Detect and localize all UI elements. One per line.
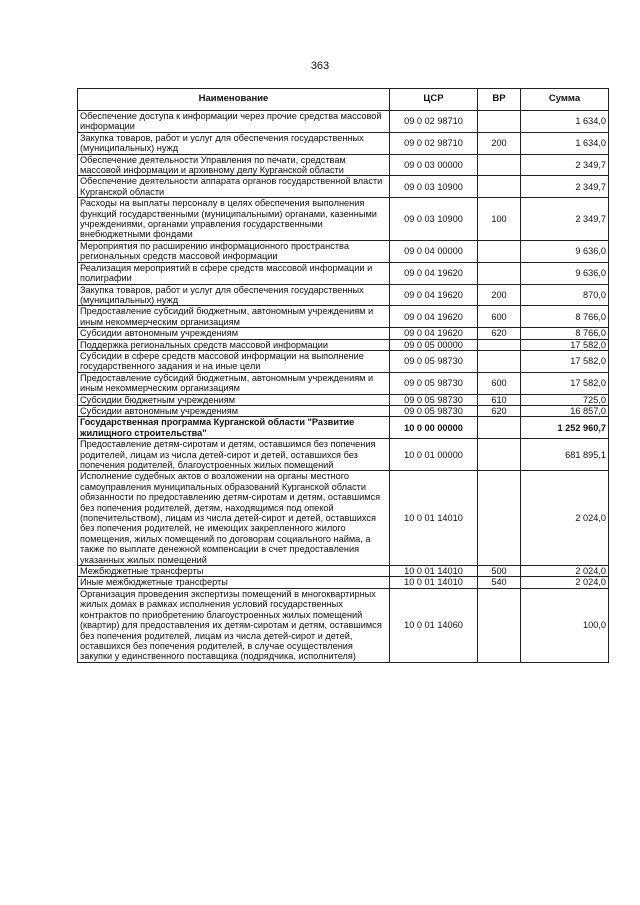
table-row: [78, 132, 609, 154]
table-row: [78, 588, 609, 662]
cell-csr: 09 0 02 98710: [390, 111, 478, 133]
cell-name: Предоставление детям-сиротам и детям, оставшимся без попечения родителей, лицам из числа детей-сирот и детей, оставшихся без попечения родителей, благоустроенных жилых помещений: [78, 439, 390, 471]
cell-name: Исполнение судебных актов о возложении на органы местного самоуправления муниципальных образований Курганской области обязанности по предоставлению детям-сиротам и детям, оставшимся без попечения родителей, детям, находящимся под опекой (попечительством), лицам из числа детей-сирот и детей, оставшихся без попечения родителей, не имеющих закрепленного жилого помещения, жилых помещений по договорам социального найма, а также по выплате денежной компенсации в счет предоставления указанных жилых помещений: [78, 471, 390, 566]
cell-csr: 10 0 01 14010: [390, 566, 478, 577]
cell-name: Обеспечение доступа к информации через прочие средства массовой информации: [78, 111, 390, 133]
cell-vr: 540: [478, 577, 521, 588]
cell-sum: 1 634,0: [521, 132, 609, 154]
cell-csr: 09 0 03 00000: [390, 154, 478, 176]
cell-csr: 09 0 03 10900: [390, 176, 478, 198]
cell-name: Субсидии автономным учреждениям: [78, 328, 390, 339]
cell-sum: 8 766,0: [521, 306, 609, 328]
cell-csr: 09 0 04 19620: [390, 284, 478, 306]
cell-sum: 2 024,0: [521, 566, 609, 577]
cell-vr: [478, 471, 521, 566]
cell-name: Обеспечение деятельности аппарата органов государственной власти Курганской области: [78, 176, 390, 198]
cell-vr: [478, 439, 521, 471]
cell-name: Поддержка региональных средств массовой информации: [78, 339, 390, 350]
table-row: [78, 176, 609, 198]
cell-vr: [478, 240, 521, 262]
cell-sum: 2 024,0: [521, 471, 609, 566]
cell-name: Предоставление субсидий бюджетным, автономным учреждениям и иным некоммерческим организациям: [78, 306, 390, 328]
header-sum: Сумма: [521, 89, 609, 111]
cell-vr: 100: [478, 198, 521, 241]
cell-vr: 600: [478, 306, 521, 328]
cell-sum: 17 582,0: [521, 339, 609, 350]
cell-vr: [478, 111, 521, 133]
cell-csr: 09 0 05 98730: [390, 394, 478, 405]
table-row: [78, 154, 609, 176]
table-row: [78, 439, 609, 471]
cell-name: Мероприятия по расширению информационного пространства региональных средств массовой информации: [78, 240, 390, 262]
cell-sum: 2 349,7: [521, 198, 609, 241]
cell-name: Государственная программа Курганской области "Развитие жилищного строительства": [78, 417, 390, 439]
header-name: Наименование: [78, 89, 390, 111]
cell-vr: 610: [478, 394, 521, 405]
table-row: [78, 405, 609, 416]
table-row: [78, 394, 609, 405]
cell-vr: 620: [478, 328, 521, 339]
cell-sum: 16 857,0: [521, 405, 609, 416]
cell-name: Обеспечение деятельности Управления по печати, средствам массовой информации и архивному делу Курганской области: [78, 154, 390, 176]
cell-csr: 09 0 05 98730: [390, 350, 478, 372]
page-number: 363: [310, 60, 330, 72]
cell-sum: 9 636,0: [521, 262, 609, 284]
table-header-row: [78, 89, 609, 111]
cell-vr: [478, 176, 521, 198]
cell-csr: 10 0 01 00000: [390, 439, 478, 471]
cell-csr: 09 0 05 98730: [390, 405, 478, 416]
table-row: [78, 350, 609, 372]
cell-name: Субсидии в сфере средств массовой информации на выполнение государственного задания и на иные цели: [78, 350, 390, 372]
cell-vr: [478, 154, 521, 176]
table-row: [78, 306, 609, 328]
cell-csr: 09 0 02 98710: [390, 132, 478, 154]
cell-vr: [478, 588, 521, 662]
cell-csr: 09 0 05 98730: [390, 372, 478, 394]
cell-csr: 10 0 01 14060: [390, 588, 478, 662]
table-row: [78, 328, 609, 339]
cell-csr: 09 0 05 00000: [390, 339, 478, 350]
table-row: [78, 577, 609, 588]
table-row: [78, 284, 609, 306]
cell-vr: [478, 339, 521, 350]
cell-vr: 620: [478, 405, 521, 416]
cell-vr: [478, 417, 521, 439]
cell-csr: 09 0 04 19620: [390, 306, 478, 328]
table-row: [78, 262, 609, 284]
cell-csr: 09 0 04 00000: [390, 240, 478, 262]
table-row: [78, 111, 609, 133]
cell-name: Закупка товаров, работ и услуг для обеспечения государственных (муниципальных) нужд: [78, 284, 390, 306]
cell-sum: 100,0: [521, 588, 609, 662]
cell-sum: 725,0: [521, 394, 609, 405]
cell-vr: [478, 262, 521, 284]
cell-name: Организация проведения экспертизы помещений в многоквартирных жилых домах в рамках исполнения условий государственных контрактов по приобретению благоустроенных жилых помещений (квартир) для предоставления их детям-сиротам и детям, оставшимся без попечения родителей, лицам из числа детей-сирот и детей, оставшихся без попечения родителей, в случае осуществления закупки у единственного поставщика (подрядчика, исполнителя): [78, 588, 390, 662]
cell-sum: 17 582,0: [521, 372, 609, 394]
cell-sum: 1 252 960,7: [521, 417, 609, 439]
cell-sum: 1 634,0: [521, 111, 609, 133]
cell-sum: 2 349,7: [521, 154, 609, 176]
table-row: [78, 566, 609, 577]
cell-csr: 09 0 03 10900: [390, 198, 478, 241]
cell-sum: 870,0: [521, 284, 609, 306]
table-row: [78, 198, 609, 241]
cell-name: Межбюджетные трансферты: [78, 566, 390, 577]
cell-csr: 09 0 04 19620: [390, 328, 478, 339]
cell-name: Субсидии автономным учреждениям: [78, 405, 390, 416]
cell-vr: 200: [478, 284, 521, 306]
table-body: [78, 111, 609, 663]
cell-name: Закупка товаров, работ и услуг для обеспечения государственных (муниципальных) нужд: [78, 132, 390, 154]
cell-csr: 09 0 04 19620: [390, 262, 478, 284]
table-row: [78, 240, 609, 262]
table-row: [78, 372, 609, 394]
cell-csr: 10 0 01 14010: [390, 471, 478, 566]
cell-sum: 17 582,0: [521, 350, 609, 372]
cell-vr: 600: [478, 372, 521, 394]
table-row: [78, 417, 609, 439]
cell-vr: 500: [478, 566, 521, 577]
cell-name: Реализация мероприятий в сфере средств массовой информации и полиграфии: [78, 262, 390, 284]
cell-csr: 10 0 00 00000: [390, 417, 478, 439]
budget-table: [77, 88, 609, 663]
cell-sum: 681 895,1: [521, 439, 609, 471]
cell-sum: 2 024,0: [521, 577, 609, 588]
cell-sum: 9 636,0: [521, 240, 609, 262]
cell-vr: [478, 350, 521, 372]
cell-sum: 8 766,0: [521, 328, 609, 339]
cell-name: Расходы на выплаты персоналу в целях обеспечения выполнения функций государственными (муниципальными) органами, казенными учреждениями, органами управления государственными внебюджетными фондами: [78, 198, 390, 241]
table-row: [78, 339, 609, 350]
cell-name: Иные межбюджетные трансферты: [78, 577, 390, 588]
table-row: [78, 471, 609, 566]
header-vr: ВР: [478, 89, 521, 111]
header-csr: ЦСР: [390, 89, 478, 111]
cell-name: Предоставление субсидий бюджетным, автономным учреждениям и иным некоммерческим организациям: [78, 372, 390, 394]
cell-name: Субсидии бюджетным учреждениям: [78, 394, 390, 405]
cell-vr: 200: [478, 132, 521, 154]
cell-csr: 10 0 01 14010: [390, 577, 478, 588]
cell-sum: 2 349,7: [521, 176, 609, 198]
